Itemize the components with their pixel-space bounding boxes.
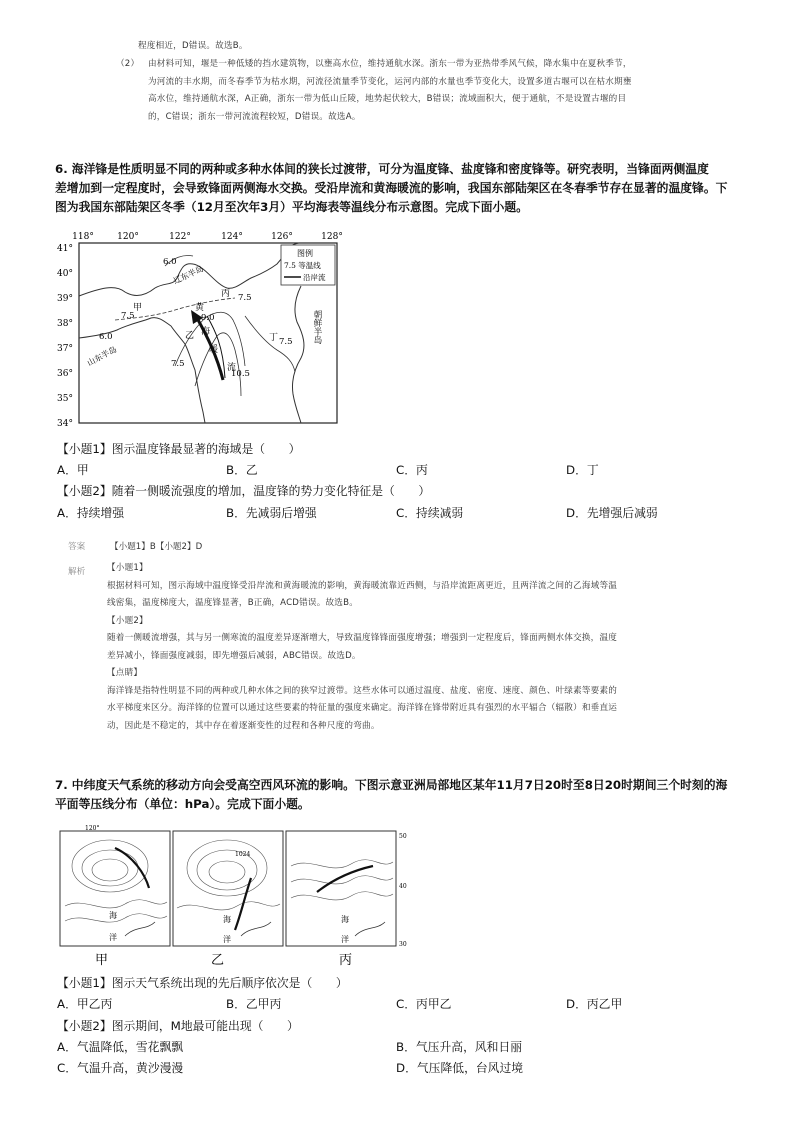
analysis-body: [107, 560, 747, 735]
zone-label-bing: 丙: [221, 289, 231, 299]
iso-value: 9.0: [201, 313, 215, 323]
text-line: 随着一侧暖流增强，其与另一侧寒流的温度差异逐渐增大，导致温度锋锋面强度增强；增强到一定程度后，锋面两侧水体交换，温度: [107, 633, 618, 643]
map-caption-jia: 甲: [95, 953, 109, 968]
text-line: 高水位，维持通航水深，A正确，浙东一带为低山丘陵，地势起伏较大，B错误；流域面积大，便于通航，不是设置古堰的目: [148, 94, 627, 104]
q6-sub2-stem: 【小题2】随着一侧暖流强度的增加，温度锋的势力变化特征是（ ）: [57, 484, 431, 498]
legend-isotherm: 7.5 等温线: [284, 261, 321, 270]
text-line: 为河流的丰水期，而冬春季节为枯水期，河流径流量季节变化，运河内部的水量也季节变化大，设置多道古堰可以在枯水期壅: [148, 76, 632, 87]
text-line: 差异减小，锋面强度减弱，即先增强后减弱，ABC错误。故选D。: [107, 650, 361, 661]
place-korea: 朝鲜半岛: [312, 310, 322, 344]
q7-sub2-option-b[interactable]: B．气压升高，风和日丽: [396, 1040, 523, 1054]
lat-label: 34°: [57, 419, 73, 429]
sea-char: 洋: [109, 933, 117, 942]
map-frame: [173, 831, 283, 946]
isobar-map-bing: [286, 831, 407, 968]
prev-explanation-tail: 程度相近，D错误。故选B。: [138, 41, 248, 51]
stem-line: 差增加到一定程度时，会导致锋面两侧海水交换。受沿岸流和黄海暖流的影响，我国东部陆架区在冬春季节存在显著的温度锋。下: [55, 181, 728, 195]
analysis-heading: 【小题1】: [107, 563, 148, 573]
text-line: 线密集，温度梯度大，温度锋显著，B正确，ACD错误。故选B。: [107, 598, 358, 608]
map-caption-bing: 丙: [339, 953, 353, 968]
text-line: 由材料可知，堰是一种低矮的挡水建筑物，以壅高水位，维持通航水深。浙东一带为亚热带季风气候，降水集中在夏秋季节，: [148, 59, 632, 69]
q7-stem: [55, 776, 775, 814]
iso-value: 7.5: [279, 337, 293, 347]
iso-value: 7.5: [121, 311, 135, 321]
place-shandong: 山东半岛: [85, 344, 119, 368]
q7-sub2-option-a[interactable]: A．气温降低，雪花飘飘: [57, 1040, 184, 1054]
prev-q2-explanation: [148, 56, 758, 126]
lon-label: 122°: [169, 232, 191, 242]
coastline-korea: [292, 286, 303, 423]
zone-label-ding: 丁: [269, 333, 279, 343]
sea-char: 海: [201, 327, 211, 337]
zone-label-yi: 乙: [185, 331, 195, 341]
lon-label: 118°: [72, 232, 94, 242]
isobar-maps: [55, 826, 405, 968]
lon-label: 128°: [321, 232, 343, 242]
stem-line: 7. 中纬度天气系统的移动方向会受高空西风环流的影响。下图示意亚洲局部地区某年11月7日20时至8日20时期间三个时刻的海: [55, 778, 728, 792]
iso-value: 7.5: [238, 293, 252, 303]
text-line: 海洋锋是指特性明显不同的两种或几种水体之间的狭窄过渡带。这些水体可以通过温度、盐度、密度、速度、颜色、叶绿素等要素的: [107, 685, 618, 696]
analysis-heading: 【点睛】: [107, 668, 143, 678]
sea-char: 海: [341, 915, 349, 924]
text-line: 水平梯度来区分。海洋锋的位置可以通过这些要素的特征量的强度来确定。海洋锋在锋带附近具有强烈的水平辐合（辐散）和垂直运: [107, 703, 618, 713]
lat-label: 30: [399, 941, 407, 948]
lat-label: 50: [399, 833, 407, 840]
lat-label: 37°: [57, 344, 73, 354]
q6-sub2-option-c[interactable]: C．持续减弱: [396, 506, 464, 520]
analysis-heading: 【小题2】: [107, 615, 148, 626]
sea-char: 暖: [209, 345, 219, 355]
sea-char: 洋: [223, 935, 231, 944]
sea-surface-isotherm-map: [55, 226, 355, 429]
q7-sub1-option-d[interactable]: D．丙乙甲: [566, 997, 623, 1011]
stem-line: 图为我国东部陆架区冬季（12月至次年3月）平均海表等温线分布示意图。完成下面小题。: [55, 200, 528, 214]
map-caption-yi: 乙: [211, 953, 225, 968]
q7-sub1-option-a[interactable]: A．甲乙丙: [57, 997, 113, 1011]
q6-stem: [55, 160, 775, 217]
prev-q2-number: （2）: [116, 59, 140, 69]
zone-label-jia: 甲: [133, 303, 143, 313]
q6-sub2-option-d[interactable]: D．先增强后减弱: [566, 506, 658, 520]
lon-label: 126°: [271, 232, 293, 242]
lat-label: 39°: [57, 294, 73, 304]
legend-flow: 沿岸流: [303, 273, 326, 282]
q7-sub1-option-c[interactable]: C．丙甲乙: [396, 997, 452, 1011]
q6-sub1-option-c[interactable]: C．丙: [396, 463, 428, 477]
q6-sub2-option-b[interactable]: B．先减弱后增强: [226, 506, 317, 520]
q7-sub2-option-d[interactable]: D．气压降低，台风过境: [396, 1061, 524, 1075]
text-line: 根据材料可知，图示海域中温度锋受沿岸流和黄海暖流的影响，黄海暖流靠近西侧，与沿岸流距离更近，且两洋流之间的乙海域等温: [107, 580, 618, 591]
sea-char: 黄: [195, 303, 205, 313]
map-frame: [286, 831, 396, 946]
lat-label: 41°: [57, 244, 73, 254]
sea-char: 流: [227, 363, 237, 373]
iso-value: 6.0: [99, 332, 113, 342]
q6-sub1-option-d[interactable]: D．丁: [566, 463, 599, 477]
iso-value: 10.5: [231, 369, 250, 379]
answer-text: 【小题1】B【小题2】D: [110, 542, 203, 552]
q7-sub1-option-b[interactable]: B．乙甲丙: [226, 997, 282, 1011]
sea-char: 海: [223, 915, 231, 924]
lon-label: 124°: [221, 232, 243, 242]
q6-sub1-option-b[interactable]: B．乙: [226, 463, 258, 477]
lat-label: 40: [399, 883, 407, 890]
text-line: 动，因此是不稳定的，其中存在着逐渐变性的过程和各种尺度的弯曲。: [107, 720, 380, 731]
q7-sub2-stem: 【小题2】图示期间，M地最可能出现（ ）: [57, 1019, 299, 1033]
iso-value: 7.5: [171, 359, 185, 369]
lon-label: 120°: [85, 825, 100, 832]
text-line: 的，C错误；浙东一带河流流程较短，D错误。故选A。: [148, 111, 361, 122]
stem-line: 6. 海洋锋是性质明显不同的两种或多种水体间的狭长过渡带，可分为温度锋、盐度锋和密度锋等。研究表明，当锋面两侧温度: [55, 162, 709, 176]
legend-title: 图例: [297, 249, 313, 258]
q6-sub1-stem: 【小题1】图示温度锋最显著的海域是（ ）: [57, 442, 301, 456]
iso-value: 6.0: [163, 257, 177, 267]
lat-label: 40°: [57, 269, 73, 279]
answer-label: 答案: [68, 542, 86, 552]
isobar-map-jia: [60, 825, 170, 968]
lat-label: 35°: [57, 394, 73, 404]
lat-label: 36°: [57, 369, 73, 379]
sea-char: 海: [109, 911, 117, 920]
analysis-label: 解析: [68, 567, 86, 577]
place-liaodong: 辽东半岛: [172, 264, 205, 286]
q7-sub2-option-c[interactable]: C．气温升高，黄沙漫漫: [57, 1061, 184, 1075]
lon-label: 120°: [117, 232, 139, 242]
lat-label: 38°: [57, 319, 73, 329]
isobar-map-yi: [173, 831, 283, 968]
q6-sub2-option-a[interactable]: A．持续增强: [57, 506, 125, 520]
q7-sub1-stem: 【小题1】图示天气系统出现的先后顺序依次是（ ）: [57, 976, 348, 990]
sea-char: 洋: [341, 935, 349, 944]
isobar-label: 1024: [235, 851, 251, 858]
q6-sub1-option-a[interactable]: A．甲: [57, 463, 89, 477]
stem-line: 平面等压线分布（单位：hPa）。完成下面小题。: [55, 797, 310, 811]
